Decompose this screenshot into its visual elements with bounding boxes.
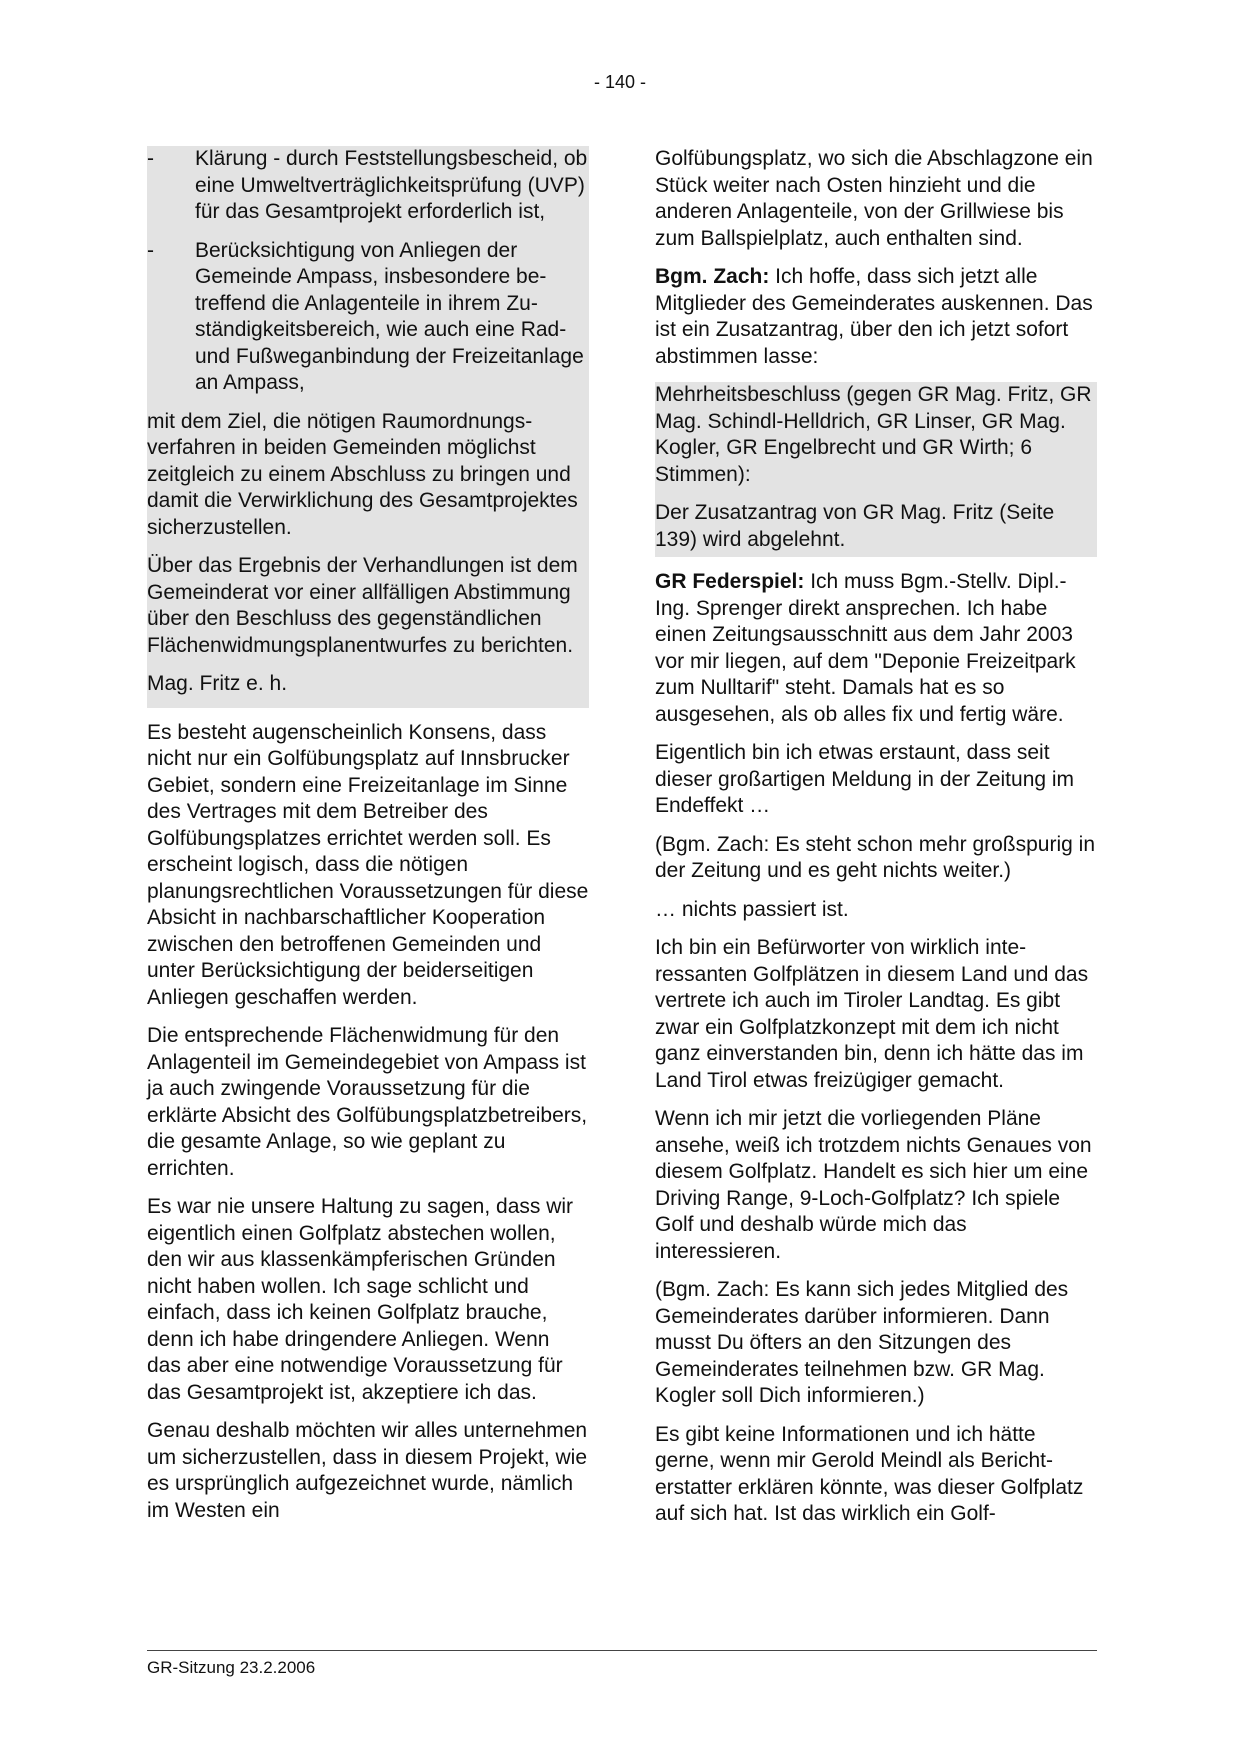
right-column bbox=[655, 146, 1097, 1540]
body-paragraph: … nichts passiert ist. bbox=[655, 897, 849, 921]
body-paragraph: Golfübungsplatz, wo sich die Abschlagzone ein Stück weiter nach Osten hinzieht und die anderen Anlagenteile, von der Grillwiese bis zum Ballspielplatz, auch enthalten sind. bbox=[655, 147, 1093, 250]
resolution-paragraph: Der Zusatzantrag von GR Mag. Fritz (Seite 139) wird abgelehnt. bbox=[655, 501, 1055, 551]
motion-text-block bbox=[147, 146, 589, 708]
body-paragraph: (Bgm. Zach: Es steht schon mehr großspurig in der Zeitung und es geht nichts weiter.) bbox=[655, 832, 1096, 882]
body-paragraph: Wenn ich mir jetzt die vorliegenden Pläne ansehe, weiß ich trotzdem nichts Genaues von diesem Golfplatz. Handelt es sich hier um eine Driving Range, 9-Loch-Golfplatz? Ich spiele Golf und deshalb würde mich das interessieren. bbox=[655, 1107, 1092, 1263]
bullet-item bbox=[147, 238, 589, 409]
motion-paragraph: Über das Ergebnis der Verhandlungen ist dem Gemeinderat vor einer allfälligen Abstimmung über den Beschluss des gegenständlichen Flächenwidmungsplanentwurfes zu berichten. bbox=[147, 554, 578, 657]
bullet-text: Klärung - durch Feststellungsbescheid, ob eine Umweltverträglichkeitsprüfung (UVP) für das Gesamtprojekt erforderlich ist, bbox=[195, 147, 588, 223]
body-paragraph: Eigentlich bin ich etwas erstaunt, dass seit dieser großartigen Meldung in der Zeitung im Endeffekt … bbox=[655, 741, 1075, 817]
speaker-name: Bgm. Zach: bbox=[655, 265, 770, 288]
body-paragraph: Es gibt keine Informationen und ich hätte gerne, wenn mir Gerold Meindl als Berichterstatter erklären könnte, was dieser Golfplatz auf sich hat. Ist das wirklich ein Golf- bbox=[655, 1422, 1084, 1525]
page-number: - 140 - bbox=[593, 72, 647, 92]
speaker-paragraph bbox=[655, 264, 1097, 382]
resolution-block bbox=[655, 382, 1097, 557]
speaker-name: GR Federspiel: bbox=[655, 570, 805, 593]
body-paragraph: Ich bin ein Befürworter von wirklich interessanten Golfplätzen in diesem Land und das vertrete ich auch im Tiroler Landtag. Es gibt zwar ein Golfplatzkonzept mit dem ich nicht ganz einverstanden bin, denn ich hätte das im Land Tirol etwas freizügiger gemacht. bbox=[655, 936, 1089, 1092]
footer-divider bbox=[147, 1650, 1097, 1651]
bullet-text: Berücksichtigung von Anliegen der Gemeinde Ampass, insbesondere betreffend die Anlagenteile in ihrem Zuständigkeitsbereich, wie auch eine Rad- und Fußweganbindung der Freizeitanlage an Ampass, bbox=[195, 238, 584, 394]
speaker-text: Ich muss Bgm.-Stellv. Dipl.-Ing. Sprenger direkt ansprechen. Ich habe einen Zeitungsausschnitt aus dem Jahr 2003 vor mir liegen, auf dem "Deponie Freizeitpark zum Nulltarif" steht. Damals hat es so ausgesehen, als ob alles fix und fertig wäre. bbox=[655, 570, 1076, 726]
body-paragraph: Es besteht augenscheinlich Konsens, dass nicht nur ein Golfübungsplatz auf Innsbrucker Gebiet, sondern eine Freizeitanlage im Sinne des Vertrages mit dem Betreiber des Golfübungsplatzes errichtet werden soll. Es erscheint logisch, dass die nötigen planungsrechtlichen Voraussetzungen für diese Absicht in nachbarschaftlicher Kooperation zwischen den betroffenen Gemeinden und unter Berücksichtigung der beiderseitigen Anliegen geschaffen werden. bbox=[147, 720, 589, 1009]
speaker-text: Ich hoffe, dass sich jetzt alle Mitglieder des Gemeinderates auskennen. Das ist ein Zusatzantrag, über den ich jetzt sofort abstimmen lasse: bbox=[655, 265, 1093, 368]
footer-session-label: GR-Sitzung 23.2.2006 bbox=[147, 1658, 316, 1677]
left-column bbox=[147, 146, 589, 1536]
body-paragraph: Genau deshalb möchten wir alles unternehmen um sicherzustellen, dass in diesem Projekt, wie es ursprünglich aufgezeichnet wurde, nämlich im Westen ein bbox=[147, 1419, 588, 1522]
body-paragraph: (Bgm. Zach: Es kann sich jedes Mitglied des Gemeinderates darüber informieren. Dann musst Du öfters an den Sitzungen des Gemeinderates teilnehmen bzw. GR Mag. Kogler soll Dich informieren.) bbox=[655, 1278, 1069, 1407]
body-paragraph: Die entsprechende Flächenwidmung für den Anlagenteil im Gemeindegebiet von Ampass ist ja auch zwingende Voraussetzung für die erklärte Absicht des Golfübungsplatzbetreibers, die gesamte Anlage, so wie geplant zu errichten. bbox=[147, 1024, 588, 1180]
bullet-dash: - bbox=[147, 238, 154, 262]
motion-signature: Mag. Fritz e. h. bbox=[147, 672, 288, 695]
motion-paragraph: mit dem Ziel, die nötigen Raumordnungsverfahren in beiden Gemeinden möglichst zeitgleich zu einem Abschluss zu bringen und damit die Verwirklichung des Gesamtprojektes sicherzustellen. bbox=[147, 409, 578, 539]
bullet-item bbox=[147, 146, 589, 238]
body-paragraph: Es war nie unsere Haltung zu sagen, dass wir eigentlich einen Golfplatz abstechen wollen, den wir aus klassenkämpferischen Gründen nicht haben wollen. Ich sage schlicht und einfach, dass ich keinen Golfplatz brauche, denn ich habe dringendere Anliegen. Wenn das aber eine notwendige Voraussetzung für das Gesamtprojekt ist, akzeptiere ich das. bbox=[147, 1195, 574, 1404]
bullet-dash: - bbox=[147, 147, 154, 170]
speaker-paragraph bbox=[655, 569, 1097, 740]
resolution-paragraph: Mehrheitsbeschluss (gegen GR Mag. Fritz, GR Mag. Schindl-Helldrich, GR Linser, GR Mag. Kogler, GR Engelbrecht und GR Wirth; 6 Stimmen): bbox=[655, 383, 1092, 486]
